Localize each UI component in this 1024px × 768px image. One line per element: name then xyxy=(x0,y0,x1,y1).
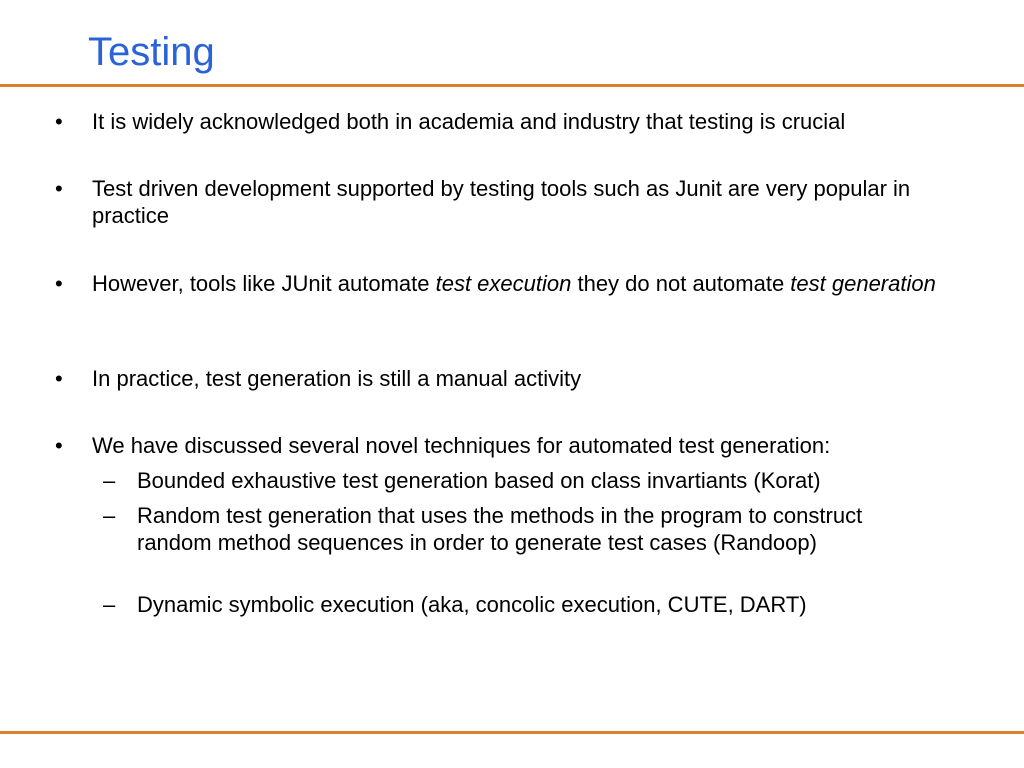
bullet-marker: • xyxy=(55,433,63,458)
bullet-text xyxy=(92,270,955,297)
footer-divider xyxy=(0,731,1024,734)
slide-title: Testing xyxy=(88,30,215,74)
sub-bullet-marker: – xyxy=(103,503,116,528)
emphasis-test-generation: test generation xyxy=(790,271,936,296)
sub-bullet-item xyxy=(103,467,933,494)
title-divider xyxy=(0,84,1024,87)
bullet-item xyxy=(55,108,955,135)
sub-bullet-text: Random test generation that uses the methods in the program to construct random method sequences in order to generate test cases (Randoop) xyxy=(137,503,863,555)
bullet-marker: • xyxy=(55,271,63,296)
sub-bullet-item xyxy=(103,502,933,556)
bullet-text: In practice, test generation is still a manual activity xyxy=(92,366,582,391)
sub-bullet-text: Dynamic symbolic execution (aka, concolic execution, CUTE, DART) xyxy=(137,592,807,617)
sub-bullet-text: Bounded exhaustive test generation based on class invartiants (Korat) xyxy=(137,468,821,493)
bullet-text: Test driven development supported by testing tools such as Junit are very popular in practice xyxy=(92,176,911,228)
sub-bullet-marker: – xyxy=(103,592,116,617)
sub-bullet-marker: – xyxy=(103,468,116,493)
bullet-marker: • xyxy=(55,109,63,134)
bullet-item xyxy=(55,270,955,297)
bullet-item xyxy=(55,432,955,459)
bullet-text: It is widely acknowledged both in academia and industry that testing is crucial xyxy=(92,109,846,134)
sub-bullet-item xyxy=(103,591,933,618)
bullet-text-segment: they do not automate xyxy=(571,271,791,296)
bullet-marker: • xyxy=(55,366,63,391)
emphasis-test-execution: test execution xyxy=(435,271,572,296)
bullet-marker: • xyxy=(55,176,63,201)
bullet-item xyxy=(55,365,955,392)
bullet-item xyxy=(55,175,955,229)
bullet-text-segment: However, tools like JUnit automate xyxy=(92,271,436,296)
bullet-text: We have discussed several novel techniques for automated test generation: xyxy=(92,433,831,458)
